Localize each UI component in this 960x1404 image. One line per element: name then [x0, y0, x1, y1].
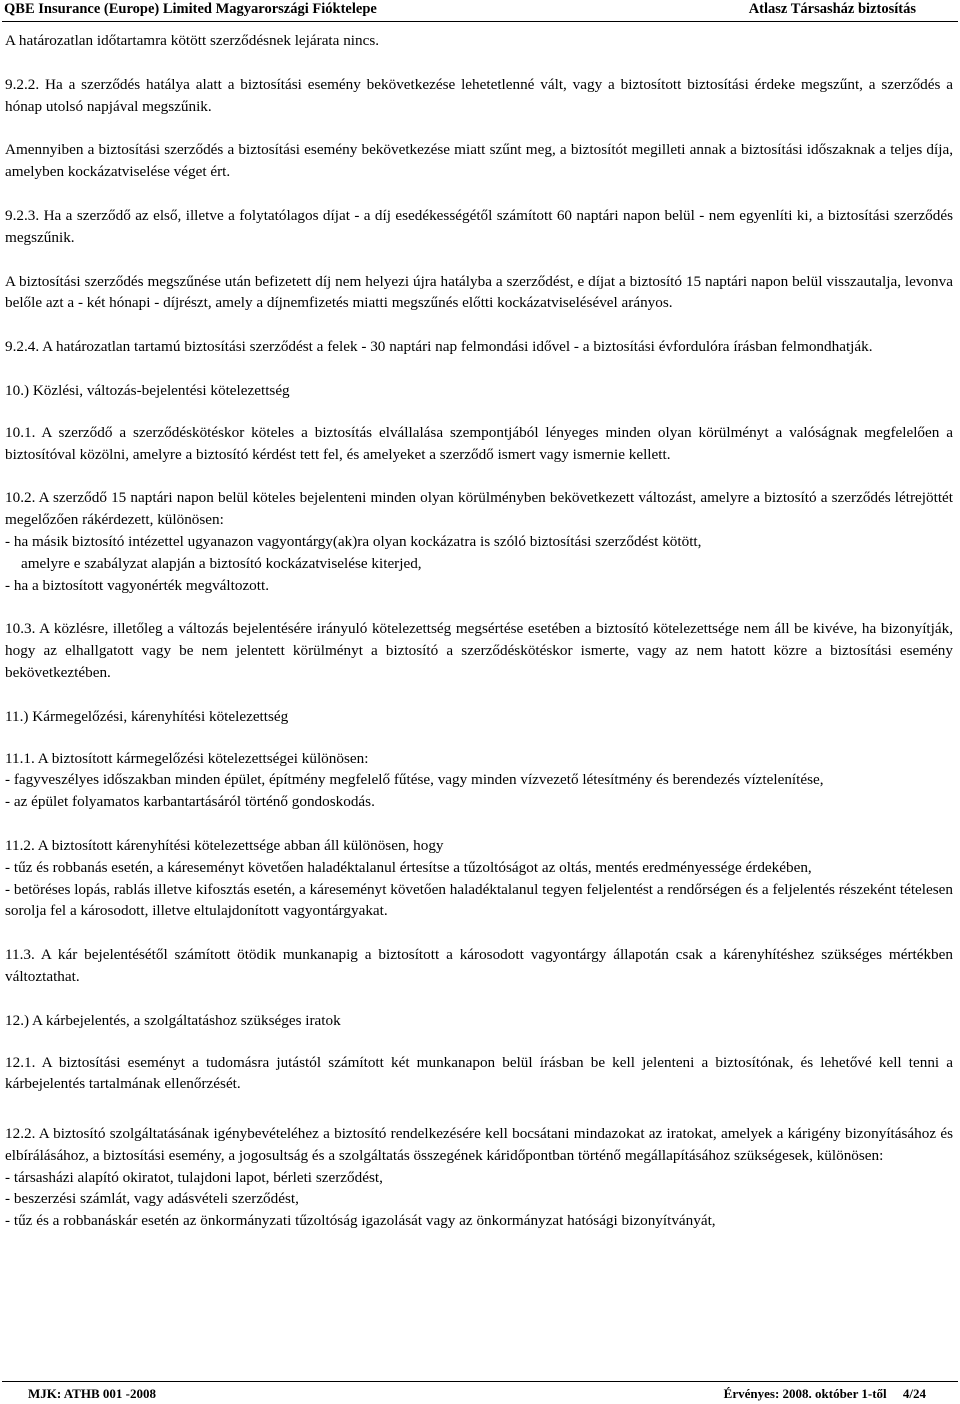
- header-product: Atlasz Társasház biztosítás: [748, 1, 916, 17]
- paragraph: 12.1. A biztosítási eseményt a tudomásra jutástól számított két munkanapon belül írásban be kell jelenteni a biztosítónak, és lehetővé kell tenni a kárbejelentés tartalmának ellenőrzését.: [5, 1053, 953, 1093]
- document-body: [5, 30, 953, 1232]
- paragraph: 10.1. A szerződő a szerződéskötéskor köteles a biztosítás elvállalása szempontjából lényeges minden olyan körülményt a valóságnak megfelelően a biztosítóval közölni, amelyre a biztosító kérdést tett fel, és amelyeket a szerződő ismert vagy ismernie kellett.: [5, 423, 953, 463]
- paragraph: Amennyiben a biztosítási szerződés a biztosítási esemény bekövetkezése miatt szűnt meg, a biztosítót megilleti annak a biztosítási időszaknak a teljes díja, amelyben kockázatviselése véget ért.: [5, 141, 953, 181]
- header-company: QBE Insurance (Europe) Limited Magyarországi Fióktelepe: [4, 1, 377, 17]
- list-item: - tűz és a robbanáskár esetén az önkormányzati tűzoltóság igazolását vagy az önkormányzat hatósági bizonyítványát,: [5, 1212, 716, 1230]
- paragraph: A biztosítási szerződés megszűnése után befizetett díj nem helyezi újra hatályba a szerződést, e díjat a biztosító 15 naptári napon belül visszautalja, levonva belőle azt a - két hónapi - díjrészt, amely a díjnemfizetés miatti megszűnés előtti kockázatviselésével arányos.: [5, 272, 953, 312]
- section-heading: 12.) A kárbejelentés, a szolgáltatáshoz szükséges iratok: [5, 1011, 341, 1029]
- paragraph: A határozatlan időtartamra kötött szerződésnek lejárata nincs.: [5, 32, 380, 49]
- footer-document-code: MJK: ATHB 001 -2008: [28, 1386, 156, 1401]
- list-item: - beszerzési számlát, vagy adásvételi szerződést,: [5, 1190, 299, 1208]
- paragraph: 10.2. A szerződő 15 naptári napon belül köteles bejelenteni minden olyan körülményben bekövetkezett változást, amelyre a biztosító a szerződés létrejöttét megelőzően rákérdezett, különösen:: [5, 489, 953, 529]
- paragraph: 9.2.4. A határozatlan tartamú biztosítási szerződést a felek - 30 naptári nap felmondási idővel - a biztosítási évfordulóra írásban felmondhatják.: [5, 338, 873, 356]
- list-item: - társasházi alapító okiratot, tulajdoni lapot, bérleti szerződést,: [5, 1168, 383, 1186]
- page-header: [2, 0, 958, 22]
- list-item: - fagyveszélyes időszakban minden épület, építmény megfelelő fűtése, vagy minden vízvezető létesítmény és berendezés víztelenítése,: [5, 771, 824, 789]
- page-footer: [2, 1381, 958, 1404]
- footer-validity-page: Érvényes: 2008. október 1-től 4/24: [723, 1386, 926, 1401]
- paragraph: 11.2. A biztosított kárenyhítési kötelezettsége abban áll különösen, hogy: [5, 836, 444, 854]
- list-item: - betöréses lopás, rablás illetve kifosztás esetén, a káreseményt követően haladéktalanul tegyen feljelentést a rendőrségen és a feljelentés részeként tételesen sorolja fel a károsodott, illetve eltulajdonított vagyontárgyakat.: [5, 880, 953, 920]
- list-item: - ha a biztosított vagyonérték megváltozott.: [5, 576, 270, 594]
- list-item: - az épület folyamatos karbantartásáról történő gondoskodás.: [5, 793, 375, 811]
- paragraph: 9.2.2. Ha a szerződés hatálya alatt a biztosítási esemény bekövetkezése lehetetlenné vált, vagy a biztosított biztosítási érdeke megszűnt, a szerződés a hónap utolsó napjával megszűnik.: [5, 75, 953, 115]
- paragraph: 9.2.3. Ha a szerződő az első, illetve a folytatólagos díjat - a díj esedékességétől számított 60 naptári napon belül - nem egyenlíti ki, a biztosítási szerződés megszűnik.: [5, 206, 953, 246]
- section-heading: 11.) Kármegelőzési, kárenyhítési kötelezettség: [5, 707, 289, 725]
- paragraph: 12.2. A biztosító szolgáltatásának igénybevételéhez a biztosító rendelkezésére kell bocsátani mindazokat az iratokat, amelyek a kárigény bizonyításához és elbírálásához, a biztosítási esemény, a jogosultság és a szolgáltatás összegének káridőpontban történő megállapításához szükségesek, különösen:: [5, 1125, 953, 1164]
- paragraph: 10.3. A közlésre, illetőleg a változás bejelentésére irányuló kötelezettség megsértése esetében a biztosító kötelezettsége nem áll be kivéve, ha bizonyítják, hogy az elhallgatott vagy be nem jelentett körülményt a biztosító a szerződéskötéskor ismerte, vagy az nem hatott közre a biztosítási esemény bekövetkeztében.: [5, 620, 953, 681]
- paragraph: 11.1. A biztosított kármegelőzési kötelezettségei különösen:: [5, 749, 369, 767]
- list-item-continuation: amelyre e szabályzat alapján a biztosító kockázatviselése kiterjed,: [21, 554, 422, 572]
- section-heading: 10.) Közlési, változás-bejelentési kötelezettség: [5, 381, 290, 399]
- list-item: - tűz és robbanás esetén, a káreseményt követően haladéktalanul értesítse a tűzoltóságot az oltás, mentés eredményessége érdekében,: [5, 858, 812, 876]
- list-item: - ha másik biztosító intézettel ugyanazon vagyontárgy(ak)ra olyan kockázatra is szóló biztosítási szerződést kötött,: [5, 532, 702, 550]
- paragraph: 11.3. A kár bejelentésétől számított ötödik munkanapig a biztosított a károsodott vagyontárgy állapotán csak a kárenyhítéshez szükséges mértékben változtathat.: [5, 946, 953, 985]
